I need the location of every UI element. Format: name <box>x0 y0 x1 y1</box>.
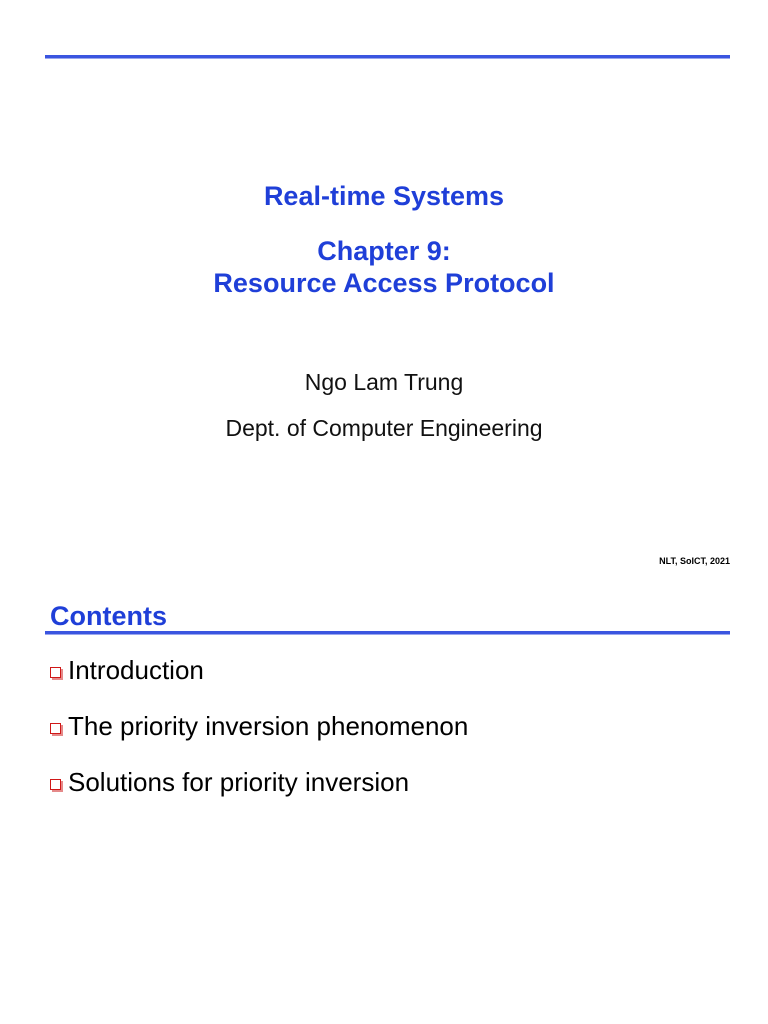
department-name: Dept. of Computer Engineering <box>225 415 543 441</box>
course-title: Real-time Systems <box>263 181 505 211</box>
footer-credit: NLT, SoICT, 2021 <box>659 556 730 566</box>
list-item <box>50 764 468 800</box>
chapter-name: Resource Access Protocol <box>213 268 555 298</box>
author-name: Ngo Lam Trung <box>304 369 464 395</box>
contents-rule <box>45 631 730 634</box>
top-rule <box>45 55 730 58</box>
contents-heading: Contents <box>50 601 167 631</box>
checkbox-bullet-icon <box>50 723 61 734</box>
list-item-label: Introduction <box>68 655 204 685</box>
chapter-title <box>0 235 768 299</box>
checkbox-bullet-icon <box>50 779 61 790</box>
list-item-label: The priority inversion phenomenon <box>68 711 469 741</box>
list-item <box>50 652 468 688</box>
list-item <box>50 708 468 744</box>
list-item-label: Solutions for priority inversion <box>68 767 410 797</box>
checkbox-bullet-icon <box>50 667 61 678</box>
chapter-number: Chapter 9: <box>317 236 451 266</box>
contents-list <box>50 652 468 820</box>
